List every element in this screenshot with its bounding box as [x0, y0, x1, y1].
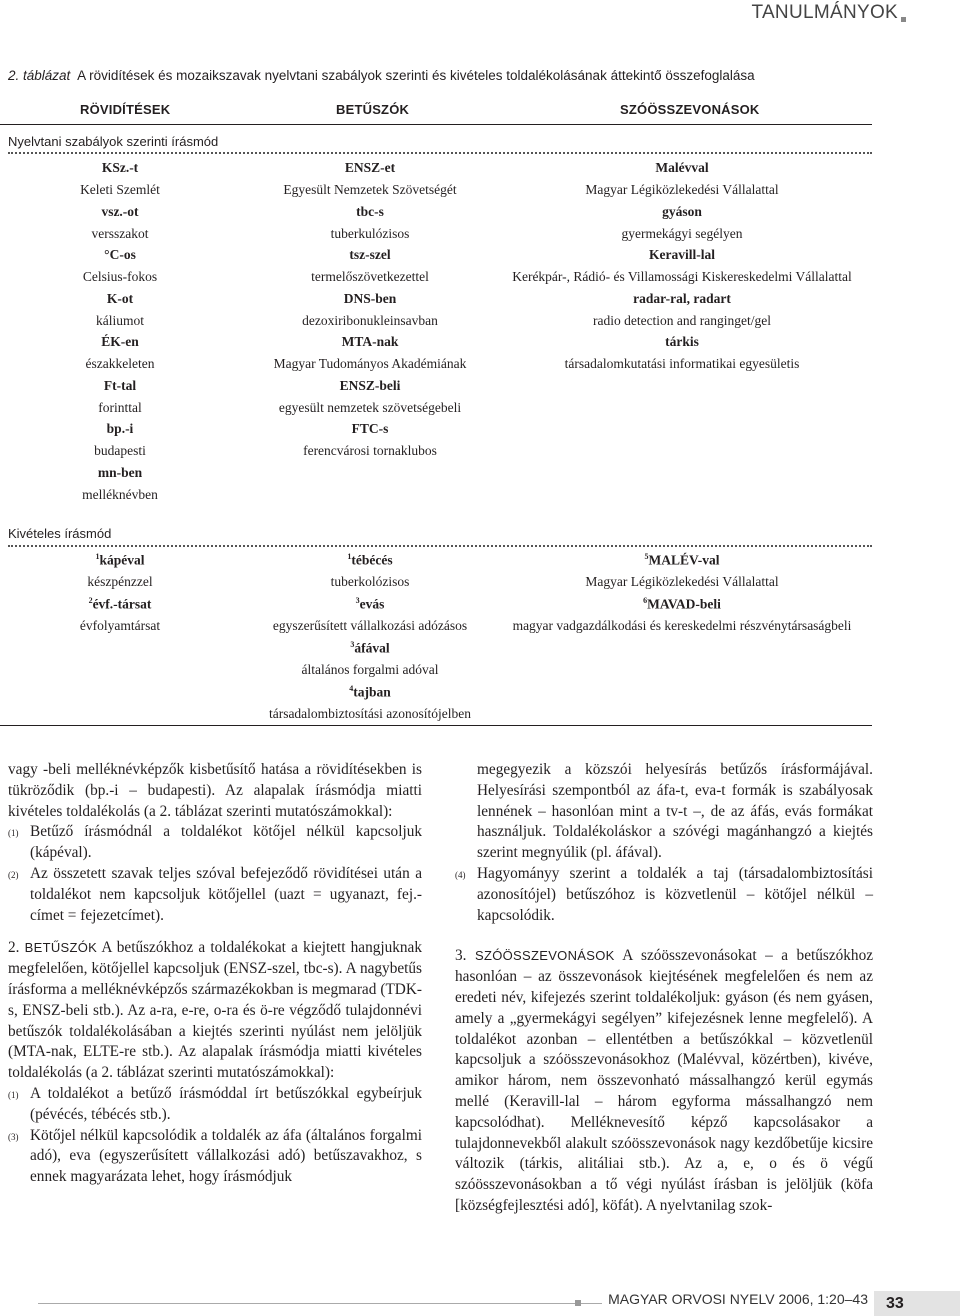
contraction-cell: tárkis [665, 334, 699, 349]
acronym-cell: dezoxiribonukleinsavban [302, 312, 438, 328]
table-caption-label: 2. táblázat [8, 68, 71, 83]
body-column-left [8, 760, 422, 1188]
table-row [0, 443, 872, 465]
abbreviation-cell: vsz.-ot [101, 203, 139, 219]
acronym-cell: általános forgalmi adóval [301, 662, 439, 677]
item-number: (2) [8, 869, 19, 880]
numbered-item [8, 1126, 422, 1188]
paragraph: vagy -beli melléknévképzők kisbetűsítő hatása a rövidítésekben is tükröződik (bp.-i – budapesti). Az alapalak írásmódja miatti kivételes toldalékolás (a 2. táblázat szerinti mutatószámokkal): [8, 761, 422, 820]
abbreviation-cell: káliumot [96, 312, 144, 328]
abbreviation-cell: készpénzzel [87, 574, 153, 589]
footer-square-mark [575, 1300, 581, 1306]
abbreviation-cell: versszakot [91, 225, 149, 241]
abbreviation-cell: mn-ben [97, 464, 143, 480]
acronym-cell: ENSZ-et [344, 160, 396, 175]
abbreviation-cell: északkeleten [85, 356, 155, 371]
table-row [0, 334, 872, 356]
abbreviation-table [0, 92, 872, 125]
footnote-marker: 6 [643, 596, 648, 605]
acronym-cell: $^1$tébécés [347, 552, 393, 568]
numbered-item [8, 864, 422, 926]
table-row [0, 160, 872, 182]
contraction-cell: Kerékpár-, Rádió- és Villamossági Kiskereskedelmi Vállalattal [512, 269, 852, 284]
footnote-marker: 2 [88, 596, 93, 605]
abbreviation-cell: KSz.-t [101, 160, 139, 175]
table-row [0, 400, 872, 422]
table-row [0, 662, 872, 684]
col-header-acronyms: BETŰSZÓK [336, 102, 410, 117]
table-row [0, 378, 872, 400]
col-header-contractions: SZÓÖSSZEVONÁSOK [620, 102, 760, 117]
acronym-cell: tbc-s [356, 203, 384, 219]
table-row [0, 204, 872, 226]
acronym-cell: $^3$evás [355, 596, 385, 612]
footnote-marker: 5 [644, 552, 649, 561]
dotted-divider [8, 545, 872, 547]
table-caption-text: A rövidítések és mozaikszavak nyelvtani szabályok szerinti és kivételes toldalékolásának áttekintő összefoglalása [77, 68, 755, 83]
table-row [0, 574, 872, 596]
section-number: 3. [455, 947, 467, 965]
numbered-item [8, 1084, 422, 1126]
abbreviation-cell: °C-os [104, 247, 136, 262]
abbreviation-cell: $^2$évf.-társat [88, 596, 152, 612]
acronym-cell: MTA-nak [341, 334, 399, 349]
table-row [0, 356, 872, 378]
abbreviation-cell: K-ot [106, 290, 134, 306]
item-text: Hagyományy szerint a toldalék a taj (társadalombiztosítási azonosítójel) betűszóhoz is közvetlenül – kötőjel nélkül – kapcsolódik. [477, 864, 873, 924]
section-exceptional [0, 526, 872, 547]
acronym-cell: tuberkolózisos [330, 574, 410, 589]
contraction-cell: gyermekágyi segélyen [621, 225, 743, 241]
abbreviation-cell: évfolyamtársat [79, 618, 161, 633]
acronym-cell: Egyesült Nemzetek Szövetségét [283, 182, 457, 197]
item-number: (1) [8, 828, 19, 839]
abbreviation-cell: bp.-i [106, 421, 134, 436]
item-number: (3) [8, 1131, 19, 1142]
abbreviation-cell: $^1$kápéval [95, 552, 145, 568]
abbreviation-cell: Celsius-fokos [82, 269, 158, 284]
item-text: A toldalékot a betűző írásmóddal írt betűszókkal egybeírjuk (pévécés, tébécés stb.). [30, 1084, 422, 1123]
item-text: Az összetett szavak teljes szóval befejeződő rövidítései után a toldalékot nem kapcsoljuk kötőjellel (uazt = ugyanazt, fej.-címet = fejezetcímet). [30, 864, 422, 924]
abbreviation-cell: Keleti Szemlét [80, 182, 160, 197]
table-row [0, 226, 872, 248]
footnote-marker: 3 [355, 596, 360, 605]
acronym-cell: egyszerűsített vállalkozási adózásos [272, 618, 468, 633]
footer-journal: MAGYAR ORVOSI NYELV 2006, 1:20–43 [602, 1291, 868, 1307]
contraction-cell: Magyar Légiközlekedési Vállalattal [585, 574, 779, 589]
table-row [0, 247, 872, 269]
table-row [0, 291, 872, 313]
contraction-cell: társadalomkutatási informatikai egyesületis [564, 356, 800, 371]
abbreviation-cell: forinttal [98, 399, 142, 415]
contraction-cell: Magyar Légiközlekedési Vállalattal [585, 182, 779, 197]
contraction-cell: radio detection and ranginget/gel [592, 312, 772, 328]
item-number: (1) [8, 1089, 19, 1100]
acronym-cell: egyesült nemzetek szövetségebeli [278, 399, 462, 415]
acronym-cell: $^3$áfával [350, 640, 390, 656]
table-row [0, 269, 872, 291]
contraction-cell: gyáson [662, 203, 702, 219]
numbered-item [455, 864, 873, 926]
acronym-cell: Magyar Tudományos Akadémiának [273, 356, 467, 371]
item-text: Kötőjel nélkül kapcsolódik a toldalék az áfa (általános forgalmi adó), eva (egyszerűsített vállalkozási adó) betűszavakhoz, s ennek magyarázata lehet, hogy írásmódjuk [30, 1126, 422, 1186]
paragraph: A betűszókhoz a toldalékokat a kiejtett hangjuknak megfelelően, kötőjellel kapcsoljuk (ENSZ-szel, tbc-s). A nagybetűs írásforma a melléknévképzős származékokban is megmarad (TDK-s, ENSZ-beli stb.). Az a-ra, e-re, o-ra és ö-re végződő tulajdonnévi betűszók toldalékolásában a kiejtés szerinti nyúlást nem jelöljük (MTA-nak, ELTE-re stb.). Az alapalak írásmódja miatti kivételes toldalékolás (a 2. táblázat szerinti mutatószámokkal): [8, 939, 423, 1082]
table-bottom-rule [0, 725, 872, 726]
table-row [0, 313, 872, 335]
section-heading-contractions: SZÓÖSSZEVONÁSOK [475, 948, 615, 964]
header-square-mark [901, 17, 906, 22]
col-header-abbreviations: RÖVIDÍTÉSEK [80, 102, 171, 117]
body-column-right [455, 760, 873, 1217]
page-footer [0, 1291, 960, 1316]
paragraph: megegyezik a közszói helyesírás betűzős írásformájával. Helyesírási szempontból az áfa-t, eva-t formák is szabályosak lennének – hasonlóan mint a tv-t –, de az áfás, evás formákat használjuk. Toldalékoláskor a szóvégi magánhangzó a kiejtés szerint megnyúlik (pl. áfával). [477, 761, 873, 862]
item-text: Betűző írásmódnál a toldalékot kötőjel nélkül kapcsoljuk (kápéval). [30, 823, 422, 862]
section-paragraph-contractions [455, 946, 873, 1216]
acronym-cell: társadalombiztosítási azonosítójelben [268, 706, 472, 721]
table-row [0, 552, 872, 574]
acronym-cell: tuberkulózisos [330, 225, 410, 241]
section-exceptional-label: Kivételes írásmód [8, 526, 112, 541]
section-regular-label: Nyelvtani szabályok szerinti írásmód [8, 134, 219, 149]
section-regular [0, 134, 872, 154]
paragraph: A szóösszevonásokat – a betűszókhoz hasonlóan – az összevonások kiejtésének megfelelően és nem az eredeti név, kifejezés szerint toldalékoljuk: gyáson (és nem gyásen, amely a „gyermekágyi segélyen” kifejezésnek lenne megfelelő). A toldalékot azonban – ellentétben a betűszókkal – közvetlenül kapcsoljuk a szóösszevonásokhoz (Malévval, közértben), kivéve, amikor három, nem összevonható mássalhangzó kerül egymás mellé (Keravill-lal – három egyforma mássalhangzó nem kapcsolódhat). Melléknevesítő képző kapcsolásakor a tulajdonnevekből alakult szóösszevonások nagy kezdőbetűje kicsire változik (tárkis, alitáliai stb.). Az a, e, o és ö végű szóösszevonásokban a tő végi nyúlást írásban is jelöljük (köfa [községfejlesztési adó], köfát). A nyelvtanilag szok- [455, 947, 874, 1214]
abbreviation-cell: budapesti [94, 443, 146, 458]
contraction-cell: magyar vadgazdálkodási és kereskedelmi részvénytársaságbeli [512, 618, 852, 633]
item-number: (4) [455, 869, 466, 880]
table-row [0, 421, 872, 443]
acronym-cell: ferencvárosi tornaklubos [303, 443, 437, 458]
abbreviation-cell: Ft-tal [103, 377, 137, 393]
footnote-marker: 1 [95, 552, 100, 561]
table-row [0, 182, 872, 204]
section-heading-acronyms: BETŰSZÓK [24, 940, 98, 956]
footnote-marker: 3 [350, 640, 355, 649]
acronym-cell: FTC-s [351, 421, 389, 436]
table-row [0, 487, 872, 509]
contraction-cell: Malévval [655, 160, 709, 175]
abbreviation-cell: melléknévben [82, 486, 158, 502]
page-number: 33 [874, 1291, 960, 1316]
footnote-marker: 4 [349, 684, 354, 693]
table-row [0, 465, 872, 487]
acronym-cell: tsz-szel [349, 247, 391, 262]
contraction-cell: radar-ral, radart [633, 290, 731, 306]
section-number: 2. [8, 939, 20, 957]
running-header: TANULMÁNYOK [751, 2, 898, 23]
table-row [0, 596, 872, 618]
table-header [0, 92, 872, 125]
abbreviation-cell: ÉK-en [101, 334, 139, 349]
acronym-cell: ENSZ-beli [339, 377, 401, 393]
footnote-marker: 1 [347, 552, 352, 561]
dotted-divider [8, 152, 872, 154]
acronym-cell: DNS-ben [343, 290, 397, 306]
section-paragraph-acronyms [8, 938, 422, 1084]
contraction-cell: $^5$MALÉV-val [644, 552, 720, 568]
contraction-cell: $^6$MAVAD-beli [643, 596, 721, 612]
acronym-cell: $^4$tajban [349, 684, 391, 700]
table-row [0, 640, 872, 662]
table-row [0, 684, 872, 706]
table-caption [8, 68, 755, 83]
contraction-cell: Keravill-lal [649, 247, 715, 262]
acronym-cell: termelőszövetkezettel [311, 269, 429, 284]
numbered-item [8, 822, 422, 864]
table-row [0, 618, 872, 640]
